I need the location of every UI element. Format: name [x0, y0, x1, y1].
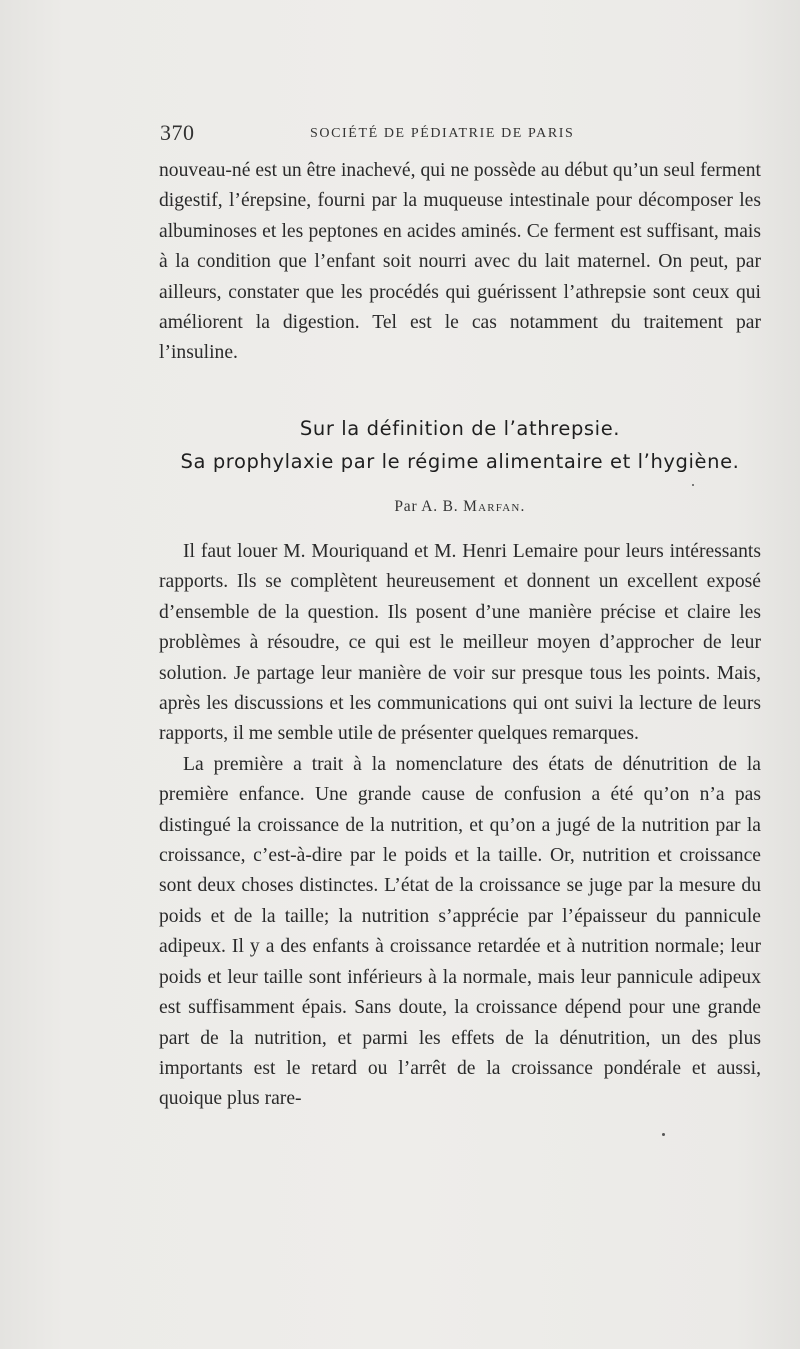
page-header — [160, 120, 760, 150]
print-speck — [662, 1133, 665, 1136]
print-speck — [692, 484, 694, 486]
body-paragraph-2: La première a trait à la nomenclature des états de dénutrition de la première enfance. Une grande cause de confusion a été qu’on n’a pas distingué la croissance de la nutrition, et qu’on a jugé de la nutrition par la croissance, c’est-à-dire par le poids et la taille. Or, nutrition et croissance sont deux choses distinctes. L’état de la croissance se juge par la mesure du poids et de la taille; la nutrition s’apprécie par l’épaisseur du pannicule adipeux. Il y a des enfants à croissance retardée et à nutrition normale; leur poids et leur taille sont inférieurs à la normale, mais leur pannicule adipeux est suffisamment épais. Sans doute, la croissance dépend pour une grande part de la nutrition, et parmi les effets de la dénutrition, un des plus importants est le retard ou l’arrêt de la croissance pondérale et aussi, quoique plus rare- — [159, 753, 761, 1110]
article-title-line-2: Sa prophylaxie par le régime alimentaire et l’hygiène. — [180, 450, 740, 473]
byline-author: Marfan. — [463, 498, 526, 515]
continuation-text: nouveau-né est un être inachevé, qui ne possède au début qu’un seul ferment digestif, l’érepsine, fourni par la muqueuse intestinale pour décomposer les albuminoses et les peptones en acides aminés. Ce ferment est suffisant, mais à la condition que l’enfant soit nourri avec du lait maternel. On peut, par ailleurs, constater que les procédés qui guérissent l’athrepsie sont ceux qui améliorent la digestion. Tel est le cas notamment du traitement par l’insuline. — [159, 160, 761, 364]
article-heading — [160, 412, 760, 516]
continuation-paragraph — [159, 156, 761, 369]
page-number: 370 — [160, 120, 195, 145]
body-paragraph-1: Il faut louer M. Mouriquand et M. Henri Lemaire pour leurs intéressants rapports. Ils se complètent heureusement et donnent un excellent exposé d’ensemble de la question. Ils posent d’une manière précise et claire les problèmes à résoudre, ce qui est le meilleur moyen d’approcher de leur solution. Je partage leur manière de voir sur presque tous les points. Mais, après les discussions et les communications qui ont suivi la lecture de leurs rapports, il me semble utile de présenter quelques remarques. — [159, 541, 761, 745]
running-head: SOCIÉTÉ DE PÉDIATRIE DE PARIS — [310, 126, 575, 141]
byline-prefix: Par A. B. — [394, 498, 459, 515]
article-byline — [160, 498, 760, 516]
article-body — [159, 537, 761, 1115]
article-title-line-1: Sur la définition de l’athrepsie. — [299, 417, 621, 440]
